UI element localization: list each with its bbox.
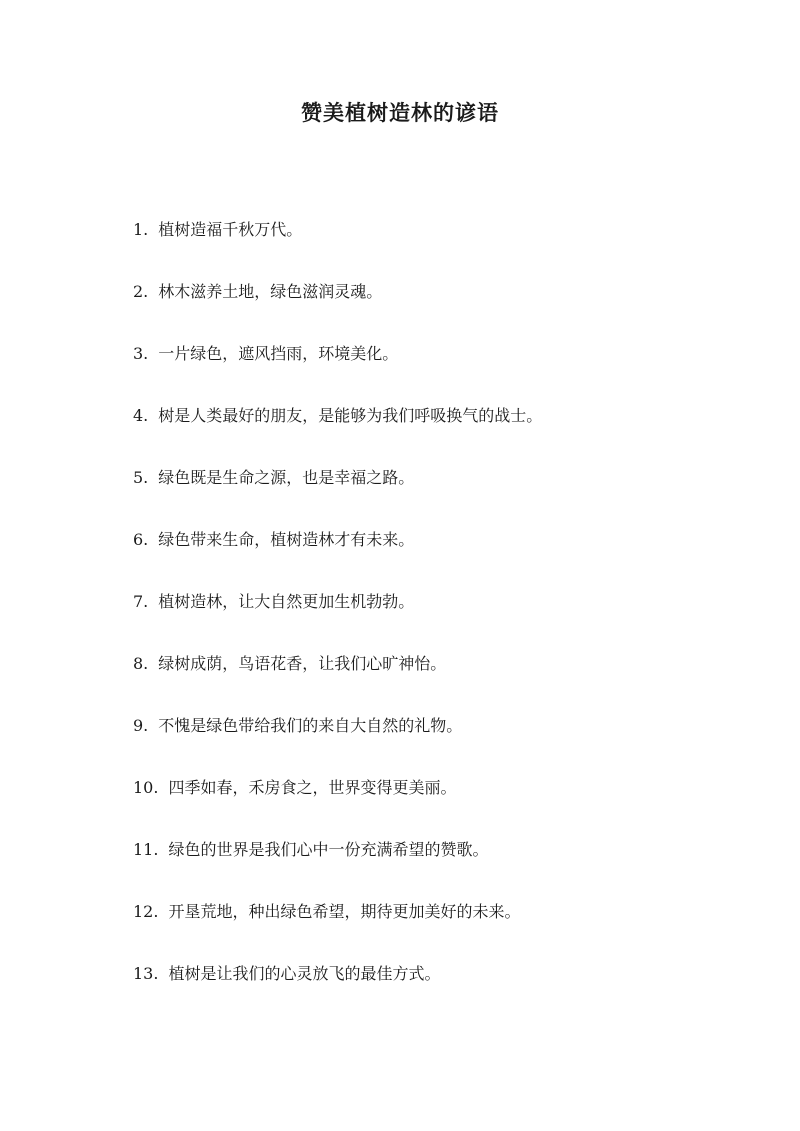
list-item — [133, 714, 542, 776]
item-number: 8. — [133, 654, 149, 673]
list-item — [133, 280, 542, 342]
list-item — [133, 590, 542, 652]
list-item — [133, 776, 542, 838]
item-number: 10. — [133, 778, 159, 797]
item-number: 7. — [133, 592, 149, 611]
item-text: 林木滋养土地，绿色滋润灵魂。 — [158, 282, 383, 301]
list-item — [133, 404, 542, 466]
document-title: 赞美植树造林的谚语 — [301, 100, 499, 125]
item-number: 2. — [133, 282, 149, 301]
item-number: 13. — [133, 964, 159, 983]
item-number: 4. — [133, 406, 149, 425]
list-item — [133, 838, 542, 900]
item-text: 不愧是绿色带给我们的来自大自然的礼物。 — [158, 716, 463, 735]
item-number: 6. — [133, 530, 149, 549]
item-number: 12. — [133, 902, 159, 921]
item-text: 开垦荒地，种出绿色希望，期待更加美好的未来。 — [168, 902, 521, 921]
item-number: 11. — [133, 840, 159, 859]
item-number: 5. — [133, 468, 149, 487]
item-text: 绿色的世界是我们心中一份充满希望的赞歌。 — [168, 840, 489, 859]
item-text: 绿色带来生命，植树造林才有未来。 — [158, 530, 415, 549]
item-text: 绿色既是生命之源，也是幸福之路。 — [158, 468, 415, 487]
item-text: 绿树成荫，鸟语花香，让我们心旷神怡。 — [158, 654, 447, 673]
list-item — [133, 528, 542, 590]
list-item — [133, 342, 542, 404]
item-text: 植树造林，让大自然更加生机勃勃。 — [158, 592, 415, 611]
list-item — [133, 466, 542, 528]
item-text: 植树是让我们的心灵放飞的最佳方式。 — [168, 964, 441, 983]
list-item — [133, 652, 542, 714]
list-item — [133, 962, 542, 1024]
list-item — [133, 218, 542, 280]
item-number: 3. — [133, 344, 149, 363]
item-text: 树是人类最好的朋友，是能够为我们呼吸换气的战士。 — [158, 406, 543, 425]
item-text: 植树造福千秋万代。 — [158, 220, 303, 239]
item-number: 1. — [133, 220, 149, 239]
list-item — [133, 900, 542, 962]
item-number: 9. — [133, 716, 149, 735]
item-text: 四季如春，禾房食之，世界变得更美丽。 — [168, 778, 457, 797]
item-text: 一片绿色，遮风挡雨，环境美化。 — [158, 344, 399, 363]
proverb-list — [133, 218, 542, 1024]
